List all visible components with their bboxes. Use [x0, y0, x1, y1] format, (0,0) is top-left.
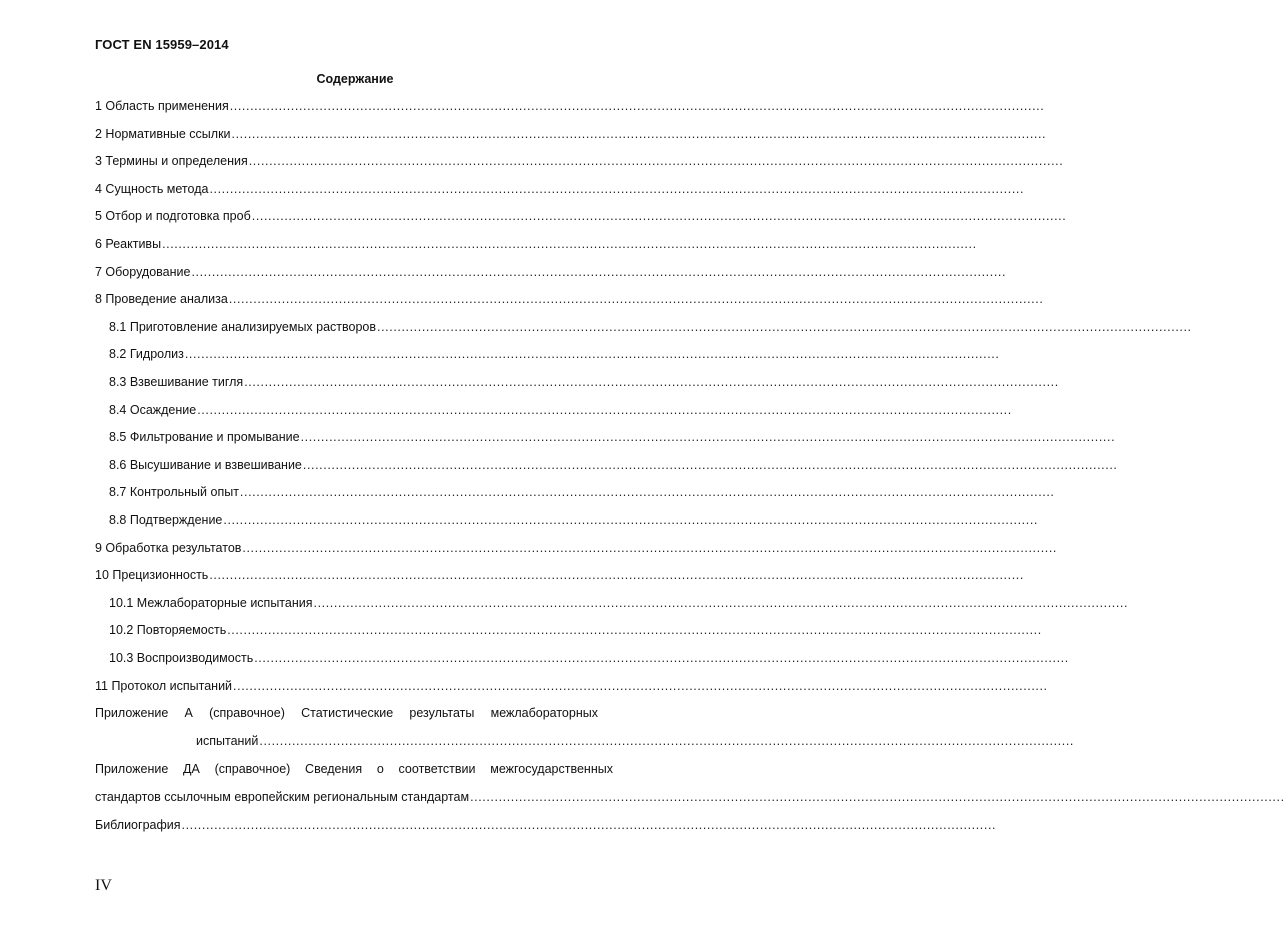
toc-subentry[interactable]	[109, 430, 1116, 448]
toc-entry-label: 9 Обработка результатов	[95, 541, 242, 555]
toc-entry[interactable]	[95, 568, 1024, 586]
appendix-word: межгосударственных	[490, 762, 613, 776]
leader-dots: ........................................................................................................................................................................................................	[313, 596, 1129, 610]
toc-entry-label: 2 Нормативные ссылки	[95, 127, 231, 141]
leader-dots: ........................................................................................................................................................................................................	[228, 292, 1044, 306]
toc-appendix-da-continuation[interactable]	[95, 790, 1285, 808]
leader-dots: ........................................................................................................................................................................................................	[184, 347, 1000, 361]
toc-entry-label: 8.5 Фильтрование и промывание	[109, 430, 300, 444]
toc-entry[interactable]	[95, 237, 977, 255]
toc-entry[interactable]	[95, 209, 1067, 227]
toc-entry-label: 8.2 Гидролиз	[109, 347, 184, 361]
toc-appendix-a-continuation[interactable]	[196, 734, 1074, 752]
toc-subentry[interactable]	[109, 513, 1038, 531]
toc-entry-label: 10.1 Межлабораторные испытания	[109, 596, 313, 610]
toc-entry[interactable]	[95, 541, 1057, 559]
toc-entry[interactable]	[95, 154, 1064, 172]
toc-subentry[interactable]	[109, 320, 1192, 338]
appendix-word: Приложение	[95, 706, 169, 720]
toc-bibliography[interactable]	[95, 818, 997, 836]
toc-entry-label: 5 Отбор и подготовка проб	[95, 209, 251, 223]
leader-dots: ........................................................................................................................................................................................................	[244, 375, 1059, 389]
toc-entry-label: 8.8 Подтверждение	[109, 513, 223, 527]
leader-dots: ........................................................................................................................................................................................................	[251, 209, 1067, 223]
leader-dots: ........................................................................................................................................................................................................	[300, 430, 1116, 444]
appendix-word: межлабораторных	[490, 706, 598, 720]
appendix-word: (справочное)	[214, 762, 291, 776]
appendix-word: о	[376, 762, 384, 776]
toc-entry-label: 8 Проведение анализа	[95, 292, 228, 306]
toc-entry-label: 8.7 Контрольный опыт	[109, 485, 239, 499]
appendix-word: А	[184, 706, 193, 720]
toc-entry-label: 8.6 Высушивание и взвешивание	[109, 458, 302, 472]
leader-dots: ........................................................................................................................................................................................................	[209, 182, 1025, 196]
toc-entry-label: Библиография	[95, 818, 181, 832]
toc-entry-label: 8.4 Осаждение	[109, 403, 197, 417]
toc-appendix-a[interactable]	[95, 706, 598, 724]
leader-dots: ........................................................................................................................................................................................................	[377, 320, 1192, 334]
toc-appendix-da[interactable]	[95, 762, 613, 780]
toc-subentry[interactable]	[109, 596, 1129, 614]
appendix-word: Статистические	[301, 706, 394, 720]
toc-entry-label: 11 Протокол испытаний	[95, 679, 233, 693]
appendix-word: соответствии	[398, 762, 476, 776]
toc-entry-label: стандартов ссылочным европейским региональным стандартам	[95, 790, 470, 804]
toc-subentry[interactable]	[109, 375, 1059, 393]
toc-title: Содержание	[316, 72, 394, 86]
toc-entry[interactable]	[95, 679, 1048, 697]
toc-subentry[interactable]	[109, 458, 1118, 476]
leader-dots: ........................................................................................................................................................................................................	[191, 265, 1007, 279]
leader-dots: ........................................................................................................................................................................................................	[239, 485, 1055, 499]
leader-dots: ........................................................................................................................................................................................................	[197, 403, 1012, 417]
toc-entry[interactable]	[95, 99, 1045, 117]
toc-entry-label: 10.3 Воспроизводимость	[109, 651, 254, 665]
toc-entry-label: испытаний	[196, 734, 259, 748]
toc-subentry[interactable]	[109, 651, 1069, 669]
toc-entry-label: 10.2 Повторяемость	[109, 623, 227, 637]
toc-entry-label: 1 Область применения	[95, 99, 229, 113]
toc-entry[interactable]	[95, 182, 1025, 200]
document-code: ГОСТ EN 15959–2014	[95, 37, 229, 52]
leader-dots: ........................................................................................................................................................................................................	[227, 623, 1042, 637]
leader-dots: ........................................................................................................................................................................................................	[231, 127, 1047, 141]
page-number: IV	[95, 877, 112, 894]
appendix-word: Сведения	[305, 762, 363, 776]
leader-dots: ........................................................................................................................................................................................................	[181, 818, 997, 832]
toc-subentry[interactable]	[109, 347, 1000, 365]
leader-dots: ........................................................................................................................................................................................................	[209, 568, 1024, 582]
toc-entry-label: 4 Сущность метода	[95, 182, 209, 196]
toc-subentry[interactable]	[109, 403, 1012, 421]
toc-entry[interactable]	[95, 292, 1044, 310]
toc-entry-label: 8.1 Приготовление анализируемых растворов	[109, 320, 377, 334]
leader-dots: ........................................................................................................................................................................................................	[302, 458, 1118, 472]
toc-entry[interactable]	[95, 265, 1007, 283]
leader-dots: ........................................................................................................................................................................................................	[162, 237, 977, 251]
leader-dots: ........................................................................................................................................................................................................	[233, 679, 1048, 693]
leader-dots: ........................................................................................................................................................................................................	[223, 513, 1038, 527]
appendix-word: Приложение	[95, 762, 169, 776]
leader-dots: ........................................................................................................................................................................................................	[248, 154, 1064, 168]
toc-entry[interactable]	[95, 127, 1047, 145]
appendix-word: (справочное)	[209, 706, 285, 720]
toc-subentry[interactable]	[109, 485, 1055, 503]
toc-entry-label: 3 Термины и определения	[95, 154, 248, 168]
toc-entry-label: 8.3 Взвешивание тигля	[109, 375, 244, 389]
leader-dots: ........................................................................................................................................................................................................	[259, 734, 1074, 748]
leader-dots: ........................................................................................................................................................................................................	[254, 651, 1069, 665]
toc-entry-label: 10 Прецизионность	[95, 568, 209, 582]
leader-dots: ........................................................................................................................................................................................................	[229, 99, 1045, 113]
leader-dots: ........................................................................................................................................................................................................	[470, 790, 1285, 804]
toc-entry-label: 7 Оборудование	[95, 265, 191, 279]
leader-dots: ........................................................................................................................................................................................................	[242, 541, 1057, 555]
appendix-word: ДА	[183, 762, 200, 776]
appendix-word: результаты	[409, 706, 475, 720]
toc-subentry[interactable]	[109, 623, 1042, 641]
toc-entry-label: 6 Реактивы	[95, 237, 162, 251]
